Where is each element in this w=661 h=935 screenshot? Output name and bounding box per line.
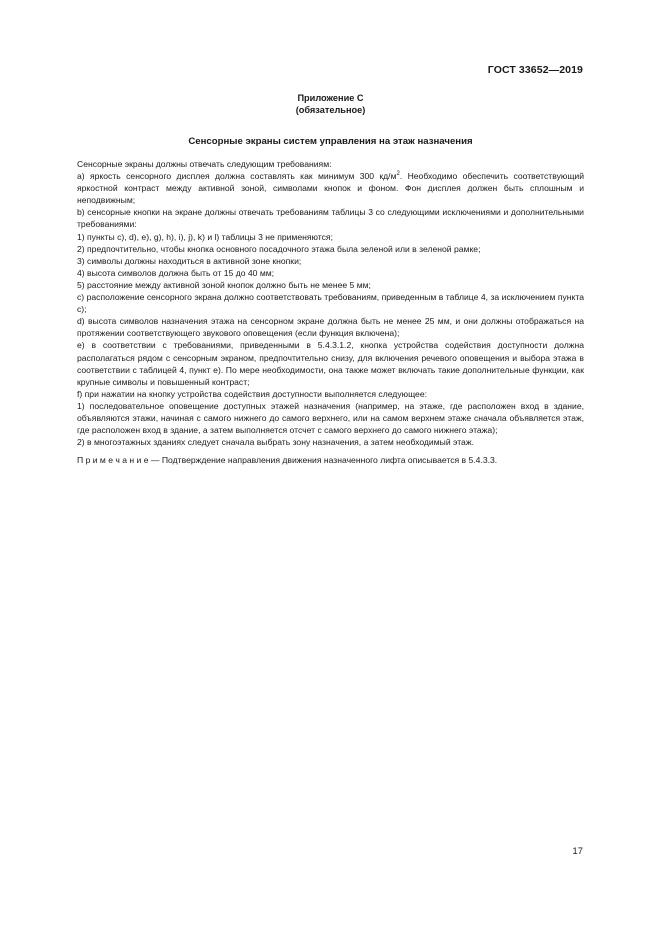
note-label: П р и м е ч а н и е <box>77 455 149 466</box>
paragraph-b1: 1) пункты c), d), e), g), h), i), j), k) и l) таблицы 3 не применяются; <box>77 231 333 242</box>
paragraph-e: e) в соответствии с требованиями, приведенными в 5.4.3.1.2, кнопка устройства содействия доступности должна располагаться рядом с сенсорным экраном, предпочтительно снизу, для включения речевого оповещения и выбора этажа в соответствии с таблицей 4, пункт e). По мере необходимости, она также может включать такие дополнительные функции, как крупные символы и повышенный контраст; <box>77 340 584 387</box>
paragraph-f: f) при нажатии на кнопку устройства содействия доступности выполняется следующее: <box>77 388 427 399</box>
annex-title: Приложение С <box>297 93 364 103</box>
note-text: — Подтверждение направления движения назначенного лифта описывается в 5.4.3.3. <box>148 455 498 466</box>
annex-status: (обязательное) <box>295 104 366 115</box>
paragraph-a: а) яркость сенсорного дисплея должна составлять как минимум 300 $кд/м^2$. Необходимо обеспечить соответствующий яркостной контраст между активной зоной, символами кнопок и фоном. Фон дисплея должен быть сплошным и неподвижным; <box>77 171 584 206</box>
paragraph-d: d) высота символов назначения этажа на сенсорном экране должна быть не менее 25 мм, и они должны отображаться на протяжении соответствующего звукового оповещения (если функция включена); <box>77 316 584 339</box>
paragraph-b3: 3) символы должны находиться в активной зоне кнопки; <box>77 255 302 266</box>
paragraph-b: b) сенсорные кнопки на экране должны отвечать требованиям таблицы 3 со следующими исключениями и дополнительными требованиями: <box>77 207 584 230</box>
paragraph-f1: 1) последовательное оповещение доступных этажей назначения (например, на этаже, где расположен вход в здание, объявляются этажи, начиная с самого нижнего до самого верхнего, или на самом верхнем этаже сначала объявляется этаж, где расположен вход в здание, а затем выполняется отсчет с самого верхнего до самого нижнего этажа); <box>77 400 584 436</box>
note <box>77 454 584 466</box>
paragraph-intro: Сенсорные экраны должны отвечать следующим требованиям: <box>77 159 332 169</box>
section-title: Сенсорные экраны систем управления на этаж назначения <box>188 136 473 147</box>
paragraph-c: c) расположение сенсорного экрана должно соответствовать требованиям, приведенным в таблице 4, за исключением пункта с); <box>77 292 584 315</box>
body-text <box>77 158 584 466</box>
paragraph-b2: 2) предпочтительно, чтобы кнопка основного посадочного этажа была зеленой или в зеленой рамке; <box>77 243 481 254</box>
page-number: 17 <box>572 846 583 857</box>
paragraph-b5: 5) расстояние между активной зоной кнопок должно быть не менее 5 мм; <box>77 279 371 290</box>
superscript-2: 2 <box>396 171 400 178</box>
paragraph-f2: 2) в многоэтажных зданиях следует сначала выбрать зону назначения, а затем необходимый этаж. <box>77 437 474 448</box>
paragraph-b4: 4) высота символов должна быть от 15 до 40 мм; <box>77 267 275 278</box>
annex-heading <box>0 93 661 116</box>
document-code: ГОСТ 33652—2019 <box>487 64 583 76</box>
